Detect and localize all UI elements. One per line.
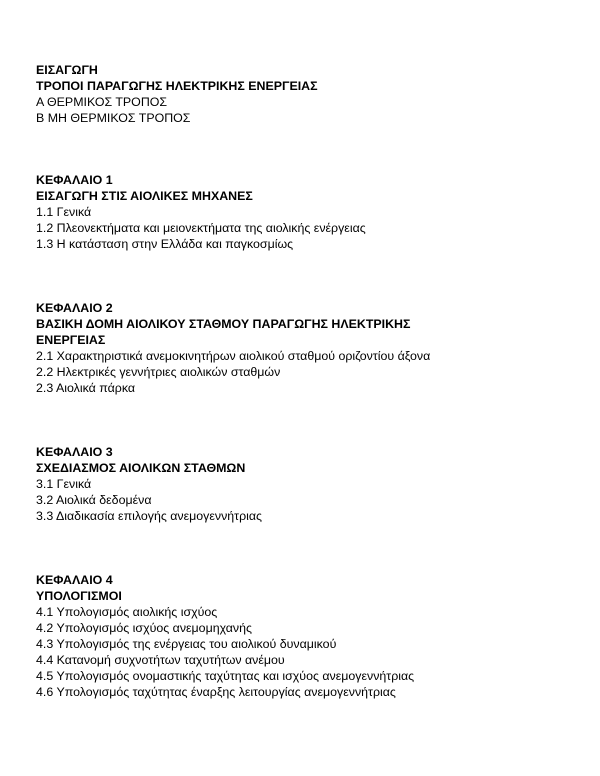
chapter-item: 4.6 Υπολογισμός ταχύτητας έναρξης λειτουργίας ανεμογεννήτριας xyxy=(36,685,396,699)
intro-item: Β ΜΗ ΘΕΡΜΙΚΟΣ ΤΡΟΠΟΣ xyxy=(36,111,191,125)
chapter-label: ΚΕΦΑΛΑΙΟ 2 xyxy=(36,301,113,315)
table-of-contents xyxy=(36,62,576,700)
chapter-item: 4.4 Κατανομή συχνοτήτων ταχυτήτων ανέμου xyxy=(36,653,285,667)
chapter-item: 1.3 Η κατάσταση στην Ελλάδα και παγκοσμίως xyxy=(36,237,294,251)
chapter-item: 2.1 Χαρακτηριστικά ανεμοκινητήρων αιολικού σταθμού οριζοντίου άξονα xyxy=(36,349,431,363)
chapter-4-section xyxy=(36,572,576,700)
chapter-3-section xyxy=(36,444,576,524)
chapter-item: 4.3 Υπολογισμός της ενέργειας του αιολικού δυναμικού xyxy=(36,637,337,651)
chapter-item: 4.2 Υπολογισμός ισχύος ανεμομηχανής xyxy=(36,621,252,635)
chapter-label: ΚΕΦΑΛΑΙΟ 3 xyxy=(36,445,113,459)
chapter-title: ΕΙΣΑΓΩΓΗ ΣΤΙΣ ΑΙΟΛΙΚΕΣ ΜΗΧΑΝΕΣ xyxy=(36,189,253,203)
chapter-item: 3.2 Αιολικά δεδομένα xyxy=(36,493,152,507)
chapter-2-section xyxy=(36,300,576,396)
chapter-title: ΒΑΣΙΚΗ ΔΟΜΗ ΑΙΟΛΙΚΟΥ ΣΤΑΘΜΟΥ ΠΑΡΑΓΩΓΗΣ ΗΛΕΚΤΡΙΚΗΣ ΕΝΕΡΓΕΙΑΣ xyxy=(36,317,411,347)
intro-subtitle: ΤΡΟΠΟΙ ΠΑΡΑΓΩΓΗΣ ΗΛΕΚΤΡΙΚΗΣ ΕΝΕΡΓΕΙΑΣ xyxy=(36,79,318,93)
chapter-item: 2.2 Ηλεκτρικές γεννήτριες αιολικών σταθμών xyxy=(36,365,281,379)
intro-item: Α ΘΕΡΜΙΚΟΣ ΤΡΟΠΟΣ xyxy=(36,95,168,109)
chapter-label: ΚΕΦΑΛΑΙΟ 1 xyxy=(36,173,113,187)
intro-section xyxy=(36,62,576,126)
chapter-label: ΚΕΦΑΛΑΙΟ 4 xyxy=(36,573,113,587)
chapter-item: 3.3 Διαδικασία επιλογής ανεμογεννήτριας xyxy=(36,509,263,523)
chapter-item: 3.1 Γενικά xyxy=(36,477,92,491)
chapter-1-section xyxy=(36,172,576,252)
chapter-title: ΣΧΕΔΙΑΣΜΟΣ ΑΙΟΛΙΚΩΝ ΣΤΑΘΜΩΝ xyxy=(36,461,246,475)
chapter-item: 1.2 Πλεονεκτήματα και μειονεκτήματα της αιολικής ενέργειας xyxy=(36,221,366,235)
chapter-item: 4.5 Υπολογισμός ονομαστικής ταχύτητας και ισχύος ανεμογεννήτριας xyxy=(36,669,415,683)
chapter-item: 1.1 Γενικά xyxy=(36,205,92,219)
chapter-item: 4.1 Υπολογισμός αιολικής ισχύος xyxy=(36,605,218,619)
chapter-item: 2.3 Αιολικά πάρκα xyxy=(36,381,136,395)
chapter-title: ΥΠΟΛΟΓΙΣΜΟΙ xyxy=(36,589,122,603)
intro-title: ΕΙΣΑΓΩΓΗ xyxy=(36,63,98,77)
